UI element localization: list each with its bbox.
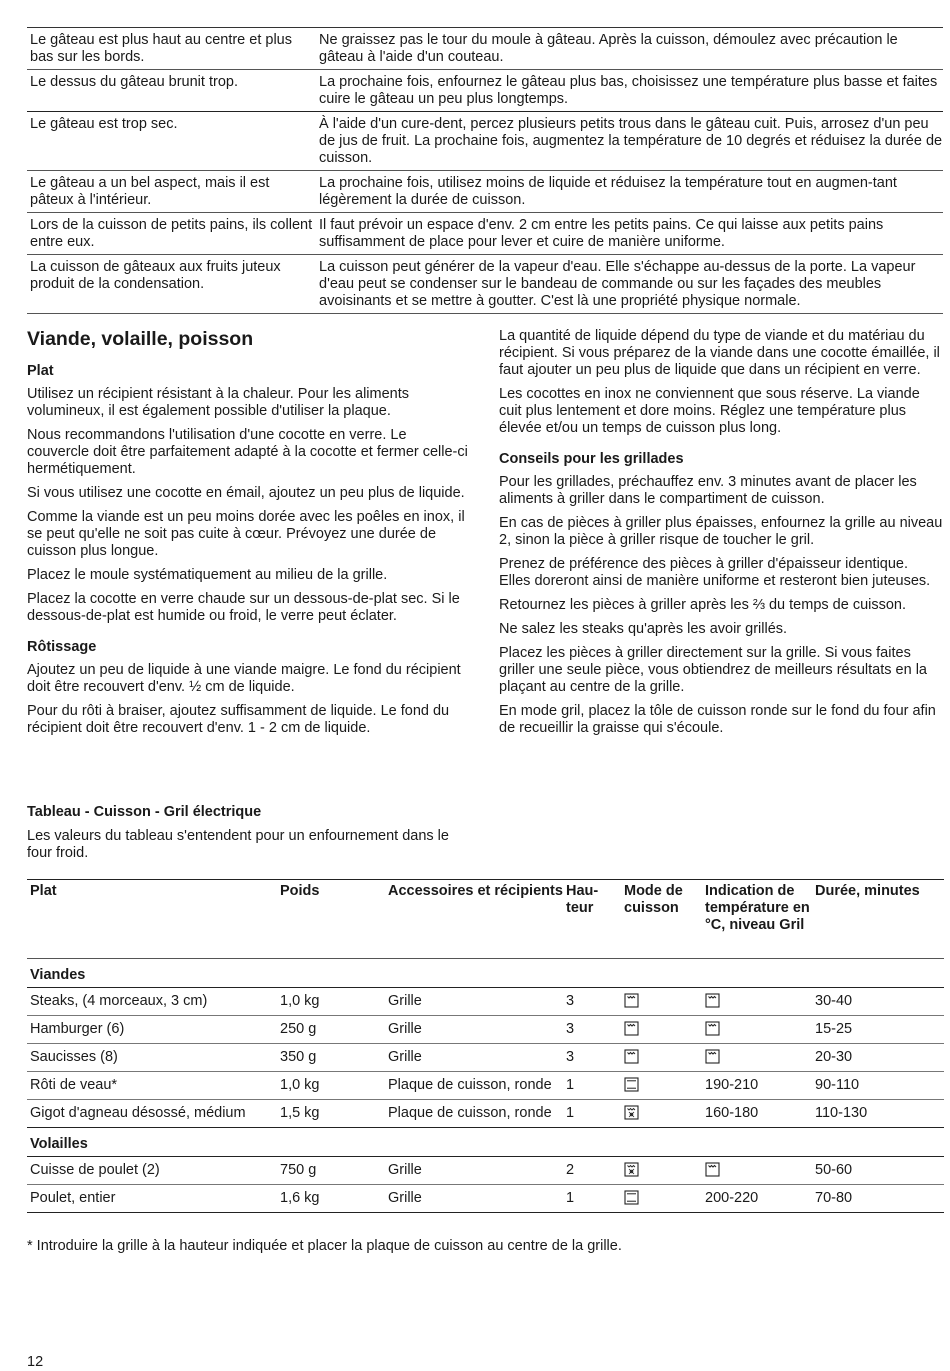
column-header: Poids bbox=[280, 883, 320, 899]
tip-row bbox=[27, 28, 943, 70]
tip-problem: Lors de la cuisson de petits pains, ils collent entre eux. bbox=[30, 217, 313, 250]
cell-temperature bbox=[705, 1049, 815, 1067]
left-column bbox=[27, 328, 472, 744]
table-row bbox=[27, 1072, 944, 1100]
grill-icon bbox=[624, 994, 639, 1010]
tip-solution: La cuisson peut générer de la vapeur d'eau. Elle s'échappe au-dessus de la porte. La vapeur d'eau peut se condenser sur le bandeau de commande ou sur les façades des meubles avoisinants et se mettre à goutter. C'est là une propriété physique normale. bbox=[319, 259, 916, 309]
top-bottom-heat-icon bbox=[624, 1078, 639, 1094]
column-header: Mode de cuisson bbox=[624, 883, 683, 916]
plat-heading: Plat bbox=[27, 363, 54, 379]
tip-solution: La prochaine fois, utilisez moins de liquide et réduisez la température tout en augmen-tant légèrement la durée de cuisson. bbox=[319, 175, 897, 208]
paragraph: Placez le moule systématiquement au milieu de la grille. bbox=[27, 567, 388, 583]
cell-mode bbox=[624, 1190, 705, 1208]
tip-problem: Le gâteau est plus haut au centre et plus bas sur les bords. bbox=[30, 32, 292, 65]
cell-duree: 90-110 bbox=[815, 1077, 860, 1093]
cell-plat: Hamburger (6) bbox=[30, 1021, 125, 1037]
cell-poids: 1,6 kg bbox=[280, 1190, 320, 1206]
tip-problem: Le gâteau est trop sec. bbox=[30, 116, 178, 132]
cell-temperature bbox=[705, 1021, 815, 1039]
paragraph: Si vous utilisez une cocotte en émail, ajoutez un peu plus de liquide. bbox=[27, 485, 465, 501]
tip-row bbox=[27, 171, 943, 213]
plat-paragraphs bbox=[27, 386, 472, 625]
cell-temperature: 190-210 bbox=[705, 1077, 759, 1093]
tip-problem: Le dessus du gâteau brunit trop. bbox=[30, 74, 238, 90]
cell-accessoires: Grille bbox=[388, 993, 422, 1009]
cell-plat: Poulet, entier bbox=[30, 1190, 116, 1206]
table-row bbox=[27, 1185, 944, 1213]
cell-hauteur: 1 bbox=[566, 1105, 575, 1121]
paragraph: Ajoutez un peu de liquide à une viande maigre. Le fond du récipient doit être recouvert d'env. ½ cm de liquide. bbox=[27, 662, 461, 695]
cell-hauteur: 2 bbox=[566, 1162, 575, 1178]
column-header: Plat bbox=[30, 883, 57, 899]
tip-solution: La prochaine fois, enfournez le gâteau plus bas, choisissez une température plus basse et faites cuire le gâteau un peu plus longtemps. bbox=[319, 74, 938, 107]
tip-problem: Le gâteau a un bel aspect, mais il est pâteux à l'intérieur. bbox=[30, 175, 270, 208]
right-column bbox=[499, 328, 943, 744]
cell-plat: Gigot d'agneau désossé, médium bbox=[30, 1105, 246, 1121]
paragraph: Ne salez les steaks qu'après les avoir grillés. bbox=[499, 621, 788, 637]
table-intro: Les valeurs du tableau s'entendent pour un enfournement dans le four froid. bbox=[27, 828, 449, 861]
tip-row bbox=[27, 112, 943, 171]
grill-icon bbox=[624, 1022, 639, 1038]
cell-accessoires: Grille bbox=[388, 1162, 422, 1178]
column-header: Accessoires et récipients bbox=[388, 883, 563, 899]
grill-level-icon bbox=[705, 1163, 720, 1179]
paragraph: Placez les pièces à griller directement sur la grille. Si vous faites griller une seule pièce, vous obtiendrez de meilleurs résultats en la plaçant au centre de la grille. bbox=[499, 645, 927, 695]
top-bottom-heat-icon bbox=[624, 1191, 639, 1207]
section-title: Viande, volaille, poisson bbox=[27, 328, 254, 350]
table-row bbox=[27, 1016, 944, 1044]
cell-plat: Rôti de veau* bbox=[30, 1077, 118, 1093]
cell-mode bbox=[624, 993, 705, 1011]
paragraph: Retournez les pièces à griller après les ⅔ du temps de cuisson. bbox=[499, 597, 907, 613]
cell-poids: 350 g bbox=[280, 1049, 317, 1065]
cell-temperature: 160-180 bbox=[705, 1105, 759, 1121]
paragraph: Les cocottes en inox ne conviennent que sous réserve. La viande cuit plus lentement et dore moins. Réglez une température plus élevée et/ou un temps de cuisson plus long. bbox=[499, 386, 920, 436]
troubleshooting-table bbox=[27, 27, 943, 314]
tip-row bbox=[27, 213, 943, 255]
tip-solution: Il faut prévoir un espace d'env. 2 cm entre les petits pains. Ce qui laisse aux petits pains suffisamment de place pour lever et cuire de manière uniforme. bbox=[319, 217, 884, 250]
table-header-row bbox=[27, 880, 944, 959]
cell-hauteur: 3 bbox=[566, 1021, 575, 1037]
rotissage-paragraphs bbox=[27, 662, 472, 737]
grill-level-icon bbox=[705, 1022, 720, 1038]
cell-accessoires: Plaque de cuisson, ronde bbox=[388, 1105, 552, 1121]
table-group-label: Volailles bbox=[27, 1128, 944, 1157]
cell-hauteur: 1 bbox=[566, 1190, 575, 1206]
paragraph: Nous recommandons l'utilisation d'une cocotte en verre. Le couvercle doit être parfaitement adapté à la cocotte et fermer celle-ci hermétiquement. bbox=[27, 427, 468, 477]
cell-duree: 20-30 bbox=[815, 1049, 853, 1065]
paragraph: Prenez de préférence des pièces à griller d'épaisseur identique. Elles doreront ainsi de manière uniforme et resteront bien juteuses. bbox=[499, 556, 931, 589]
paragraph: En mode gril, placez la tôle de cuisson ronde sur le fond du four afin de recueillir la graisse qui s'écoule. bbox=[499, 703, 936, 736]
cell-plat: Saucisses (8) bbox=[30, 1049, 118, 1065]
circulated-grill-icon bbox=[624, 1106, 639, 1122]
tip-problem: La cuisson de gâteaux aux fruits juteux produit de la condensation. bbox=[30, 259, 281, 292]
paragraph: Pour du rôti à braiser, ajoutez suffisamment de liquide. Le fond du récipient doit être recouvert d'env. 1 - 2 cm de liquide. bbox=[27, 703, 450, 736]
cooking-table bbox=[27, 879, 944, 1213]
table-row bbox=[27, 1100, 944, 1128]
cell-duree: 110-130 bbox=[815, 1105, 868, 1121]
cell-hauteur: 3 bbox=[566, 1049, 575, 1065]
cell-poids: 750 g bbox=[280, 1162, 317, 1178]
cell-accessoires: Grille bbox=[388, 1190, 422, 1206]
cell-mode bbox=[624, 1049, 705, 1067]
grill-level-icon bbox=[705, 1050, 720, 1066]
table-row bbox=[27, 988, 944, 1016]
tip-row bbox=[27, 255, 943, 314]
paragraph: Placez la cocotte en verre chaude sur un dessous-de-plat sec. Si le dessous-de-plat est humide ou froid, le verre peut éclater. bbox=[27, 591, 460, 624]
tip-solution: À l'aide d'un cure-dent, percez plusieurs petits trous dans le gâteau cuit. Puis, arrosez d'un peu de jus de fruit. La prochaine fois, augmentez la température de 10 degrés et réduisez la durée de cuisson. bbox=[319, 116, 943, 166]
table-row bbox=[27, 1157, 944, 1185]
paragraph: La quantité de liquide dépend du type de viande et du matériau du récipient. Si vous préparez de la viande dans une cocotte émaillée, il faut ajouter un peu plus de liquide que dans un récipient en verre. bbox=[499, 328, 940, 378]
cell-accessoires: Grille bbox=[388, 1021, 422, 1037]
cell-mode bbox=[624, 1021, 705, 1039]
cell-mode bbox=[624, 1077, 705, 1095]
cell-duree: 30-40 bbox=[815, 993, 853, 1009]
cell-poids: 1,0 kg bbox=[280, 993, 320, 1009]
cell-poids: 1,5 kg bbox=[280, 1105, 320, 1121]
cell-temperature bbox=[705, 993, 815, 1011]
cell-accessoires: Grille bbox=[388, 1049, 422, 1065]
table-heading-block bbox=[27, 804, 472, 869]
cell-mode bbox=[624, 1105, 705, 1123]
grill-icon bbox=[624, 1050, 639, 1066]
cell-temperature: 200-220 bbox=[705, 1190, 759, 1206]
column-header: Durée, minutes bbox=[815, 883, 920, 899]
cell-plat: Steaks, (4 morceaux, 3 cm) bbox=[30, 993, 208, 1009]
page-number: 12 bbox=[27, 1354, 44, 1370]
grill-tips-heading: Conseils pour les grillades bbox=[499, 451, 684, 467]
table-row bbox=[27, 1044, 944, 1072]
tip-row bbox=[27, 70, 943, 112]
cell-hauteur: 3 bbox=[566, 993, 575, 1009]
cell-mode bbox=[624, 1162, 705, 1180]
cell-poids: 1,0 kg bbox=[280, 1077, 320, 1093]
grill-level-icon bbox=[705, 994, 720, 1010]
cell-plat: Cuisse de poulet (2) bbox=[30, 1162, 160, 1178]
rotissage-heading: Rôtissage bbox=[27, 639, 97, 655]
grill-tips-paragraphs bbox=[499, 474, 943, 737]
circulated-grill-icon bbox=[624, 1163, 639, 1179]
cell-accessoires: Plaque de cuisson, ronde bbox=[388, 1077, 552, 1093]
cell-duree: 70-80 bbox=[815, 1190, 853, 1206]
paragraph: Pour les grillades, préchauffez env. 3 minutes avant de placer les aliments à griller dans le compartiment de cuisson. bbox=[499, 474, 917, 507]
liquid-paragraphs bbox=[499, 328, 943, 437]
cell-duree: 50-60 bbox=[815, 1162, 853, 1178]
cell-hauteur: 1 bbox=[566, 1077, 575, 1093]
column-header: Indication de température en °C, niveau Gril bbox=[705, 883, 810, 933]
table-heading: Tableau - Cuisson - Gril électrique bbox=[27, 804, 262, 820]
paragraph: En cas de pièces à griller plus épaisses, enfournez la grille au niveau 2, sinon la pièce à griller risque de toucher le gril. bbox=[499, 515, 943, 548]
table-footnote: * Introduire la grille à la hauteur indiquée et placer la plaque de cuisson au centre de la grille. bbox=[27, 1238, 622, 1254]
cell-poids: 250 g bbox=[280, 1021, 317, 1037]
paragraph: Comme la viande est un peu moins dorée avec les poêles en inox, il se peut qu'elle ne soit pas cuite à cœur. Prévoyez une durée de cuisson plus longue. bbox=[27, 509, 465, 559]
paragraph: Utilisez un récipient résistant à la chaleur. Pour les aliments volumineux, il est également possible d'utiliser la plaque. bbox=[27, 386, 410, 419]
table-group-label: Viandes bbox=[27, 959, 944, 988]
cell-temperature bbox=[705, 1162, 815, 1180]
cell-duree: 15-25 bbox=[815, 1021, 853, 1037]
tip-solution: Ne graissez pas le tour du moule à gâteau. Après la cuisson, démoulez avec précaution le gâteau à l'aide d'un couteau. bbox=[319, 32, 898, 65]
column-header: Hau- teur bbox=[566, 883, 599, 916]
